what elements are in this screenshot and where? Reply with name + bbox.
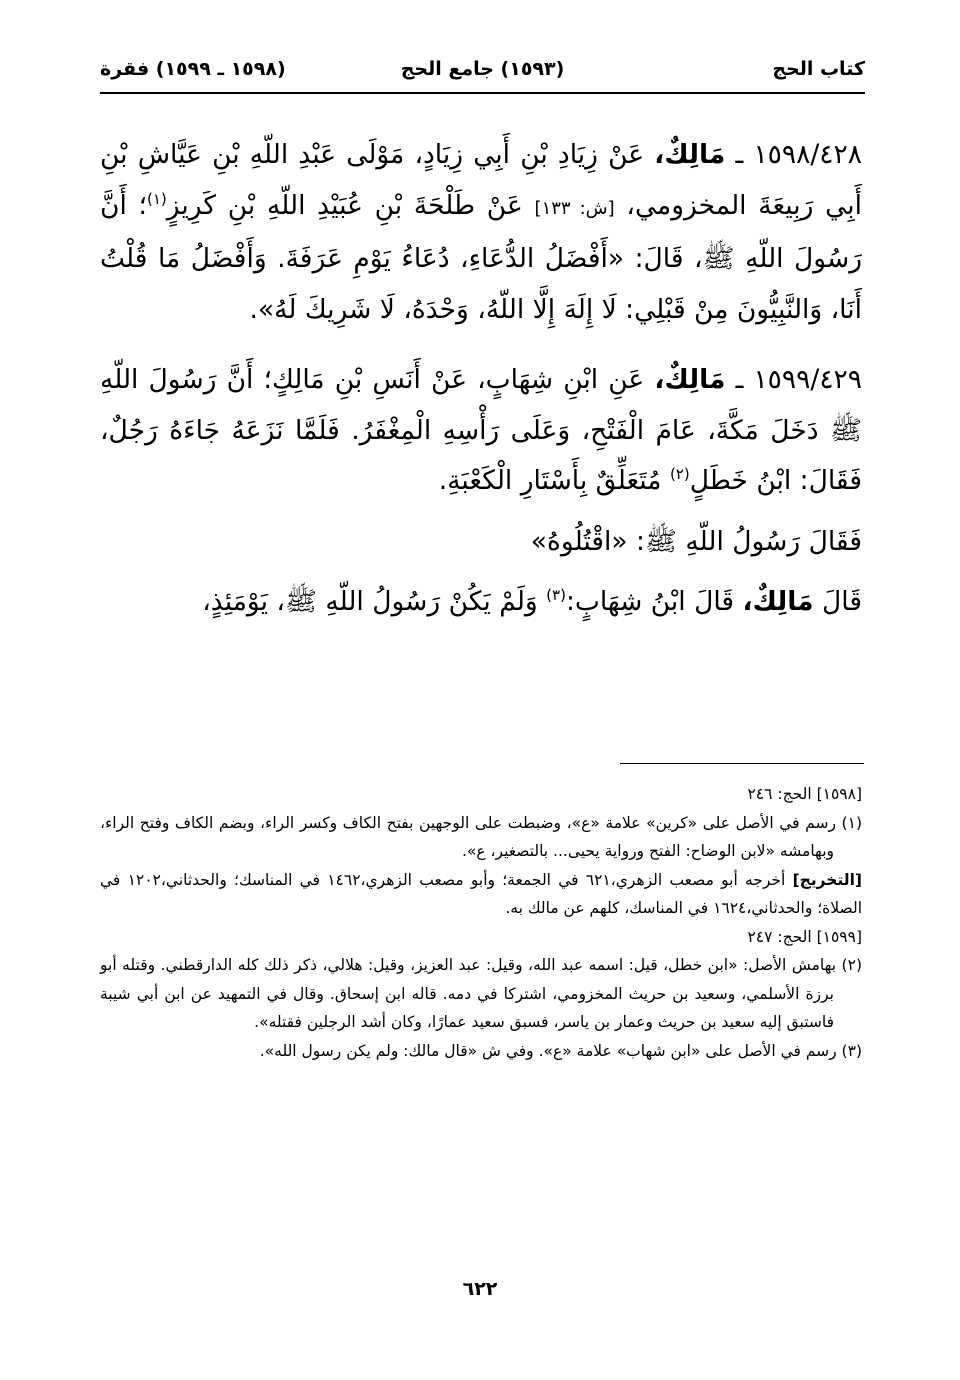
hadith-text: ؛ أَنَّ رَسُولَ اللّهِ ﷺ، قَالَ: «أَفْضَلُ الدُّعَاءِ، دُعَاءُ يَوْمِ عَرَفَةَ. وَأَفْضَلُ مَا قُلْتُ أَنَا، وَالنَّبِيُّونَ مِنْ قَبْلِي: لَا إِلَهَ إِلَّا اللّهُ، وَحْدَهُ، لَا شَرِيكَ لَهُ». [100, 189, 862, 325]
hadith-text: عَنِ ابْنِ شِهَابٍ، عَنْ أَنَسِ بْنِ مَالِكٍ؛ أَنَّ رَسُولَ اللّهِ ﷺ دَخَلَ مَكَّةَ، عَامَ الْفَتْحِ، وَعَلَى رَأْسِهِ الْمِغْفَرُ. فَلَمَّا نَزَعَهُ جَاءَهُ رَجُلٌ، فَقَالَ: ابْنُ خَطَلٍ [100, 364, 862, 496]
footnote-2: (٢) بهامش الأصل: «ابن خطل، قيل: اسمه عبد الله، وقيل: عبد العزيز، وقيل: هلالي، ذكر ذلك كله الدارقطني. وقتله أبو برزة الأسلمي، وسعيد بن حريث المخزومي، اشتركا في دمه. قاله ابن إسحاق. وقال في التمهيد عن ابن أبي شيبة فاستبق إليه سعيد بن حريث وعمار بن ياسر، فسبق سعيد عمارًا، وكان أشد الرجلين فقتله». [100, 956, 862, 1031]
header-chapter-title: (١٥٩٣) جامع الحج [400, 58, 565, 80]
hadith-1599 [100, 355, 862, 507]
takhrij-text: أخرجه أبو مصعب الزهري،٦٢١ في الجمعة؛ وأبو مصعب الزهري،١٤٦٢ في المناسك؛ والحدثاني،١٢٠٢ في الصلاة؛ والحدثاني،١٦٢٤ في المناسك، كلهم عن مالك به. [100, 870, 862, 917]
hadith-text: وَلَمْ يَكُنْ رَسُولُ اللّهِ ﷺ، يَوْمَئِذٍ، [202, 586, 538, 617]
hadith-text: قَالَ ابْنُ شِهَابٍ: [565, 586, 735, 617]
hadith-1599-line [100, 577, 862, 628]
footnote-marker: (١) [146, 189, 167, 208]
footnote-1: (١) رسم في الأصل على «كرين» علامة «ع»، وضبطت على الوجهين بفتح الكاف وكسر الراء، وبضم الكاف وفتح الراء، وبهامشه «لابن الوضاح: الفتح ورواية يحيى... بالتصغير، ع». [100, 813, 862, 860]
takhrij-label: [التخريج] [792, 870, 863, 889]
footnote-3: (٣) رسم في الأصل على «ابن شهاب» علامة «ع». وفي ش «قال مالك: ولم يكن رسول الله». [259, 1041, 862, 1060]
hadith-text: عَنْ طَلْحَةَ بْنِ عُبَيْدِ اللّهِ بْنِ كَرِيزٍ [166, 189, 523, 221]
hadith-1598 [100, 130, 862, 335]
hadith-narrator: مَالِكٌ، [654, 139, 726, 170]
main-text [100, 130, 862, 628]
hadith-text: عَنْ زِيَادِ بْنِ أَبِي زِيَادٍ، مَوْلَى عَبْدِ اللّهِ بْنِ عَيَّاشِ بْنِ أَبِي رَبِيعَةَ المخزومي، [100, 139, 862, 221]
header-book-title: كتاب الحج [772, 58, 865, 80]
hadith-number: ١٥٩٩/٤٢٩ ـ [735, 364, 863, 395]
hadith-narrator: مَالِكٌ، [654, 364, 726, 395]
hadith-1599-line [100, 517, 862, 568]
takhrij-note [100, 866, 862, 923]
hadith-text: قَالَ [822, 586, 862, 617]
footnote-divider [620, 763, 864, 764]
hadith-narrator: مَالِكٌ، [742, 586, 814, 617]
hadith-text: فَقَالَ رَسُولُ اللّهِ ﷺ: «اقْتُلُوهُ» [530, 525, 862, 557]
manuscript-reference: [ش: ١٣٣] [534, 197, 615, 219]
running-header [100, 58, 865, 94]
hadith-text: مُتَعَلِّقٌ بِأَسْتَارِ الْكَعْبَةِ. [438, 465, 662, 496]
page-number: ٦٢٢ [462, 1278, 498, 1300]
footnotes [100, 780, 862, 1065]
header-paragraph-range: (١٥٩٨ ـ ١٥٩٩) فقرة [100, 58, 286, 80]
footnote-marker: (٣) [546, 586, 566, 605]
footnote-marker: (٢) [669, 465, 690, 484]
footnote-head-1599: [١٥٩٩] الحج: ٢٤٧ [747, 927, 862, 946]
hadith-number: ١٥٩٨/٤٢٨ ـ [735, 139, 862, 170]
footnote-head-1598: [١٥٩٨] الحج: ٢٤٦ [747, 785, 862, 803]
